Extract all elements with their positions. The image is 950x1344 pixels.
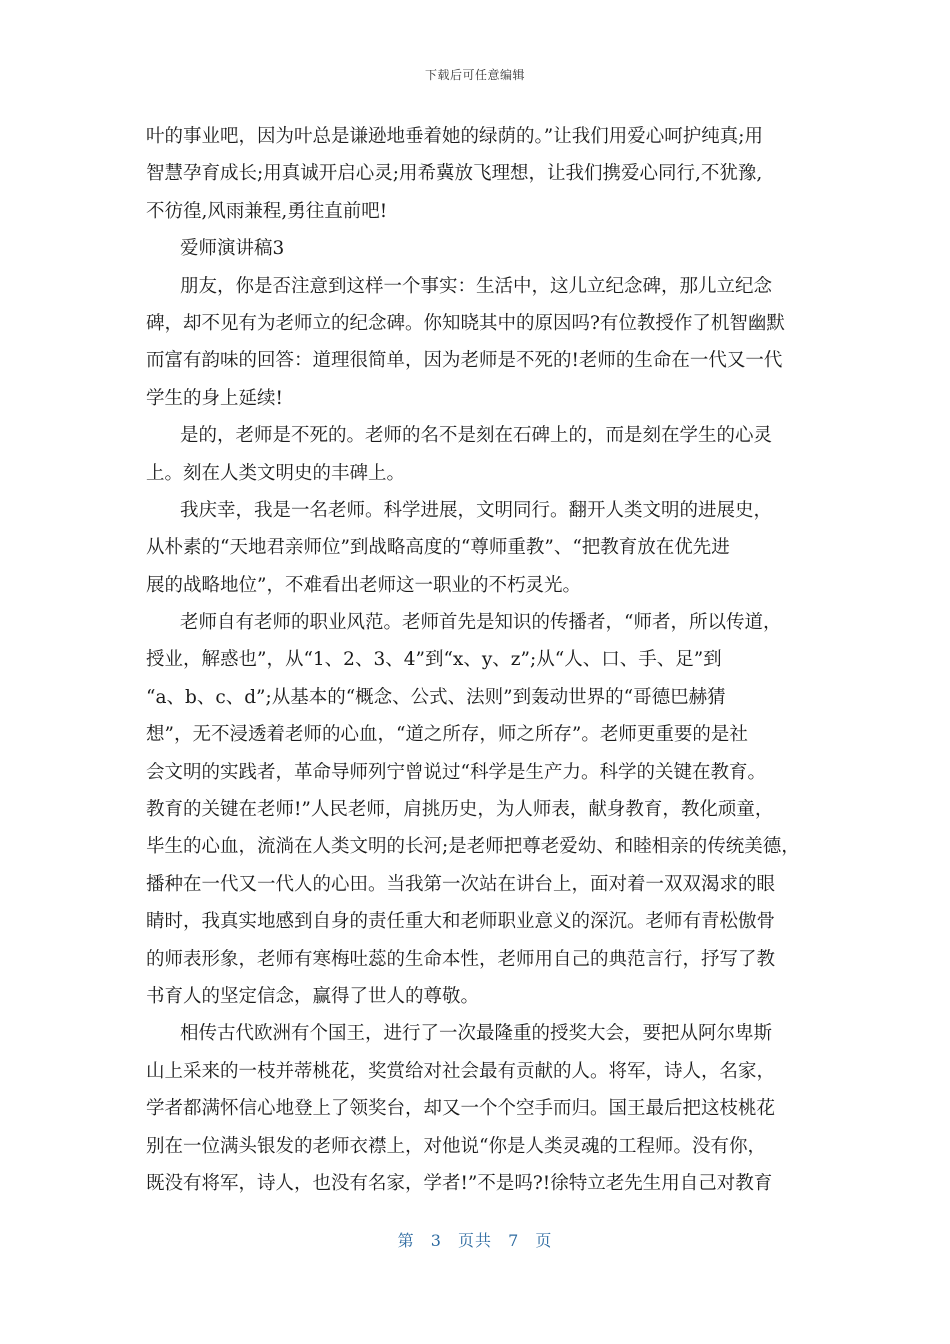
text-line: 碑，却不见有为老师立的纪念碑。你知晓其中的原因吗?有位教授作了机智幽默 [146,312,785,334]
text-line: 教育的关键在老师!”人民老师，肩挑历史，为人师表，献身教育，教化顽童， [146,799,774,821]
text-line: 会文明的实践者，革命导师列宁曾说过“科学是生产力。科学的关键在教育。 [146,761,766,783]
text-line: 爱师演讲稿3 [180,238,285,260]
text-line: 书育人的坚定信念，赢得了世人的尊敬。 [146,985,480,1007]
text-line: 而富有韵味的回答：道理很简单，因为老师是不死的!老师的生命在一代又一代 [146,350,783,372]
text-line: 朋友，你是否注意到这样一个事实：生活中，这儿立纪念碑，那儿立纪念 [180,275,773,297]
text-line: “a、b、c、d”;从基本的“概念、公式、法则”到轰动世界的“哥德巴赫猜 [146,686,726,708]
text-line: 想”，无不浸透着老师的心血，“道之所存，师之所存”。老师更重要的是社 [146,724,748,746]
text-line: 学生的身上延续! [146,387,283,409]
text-line: 我庆幸，我是一名老师。科学进展，文明同行。翻开人类文明的进展史， [180,499,773,521]
text-line: 从朴素的“天地君亲师位”到战略高度的“尊师重教”、“把教育放在优先进 [146,537,730,559]
text-line: 智慧孕育成长;用真诚开启心灵;用希冀放飞理想，让我们携爱心同行,不犹豫, [146,163,763,185]
document-body [146,118,814,1202]
text-line: 的师表形象，老师有寒梅吐蕊的生命本性，老师用自己的典范言行，抒写了教 [146,948,776,970]
text-line: 叶的事业吧，因为叶总是谦逊地垂着她的绿荫的。”让我们用爱心呵护纯真;用 [146,126,763,147]
text-line: 上。刻在人类文明史的丰碑上。 [146,462,406,484]
text-line: 山上采来的一枝并蒂桃花，奖赏给对社会最有贡献的人。将军，诗人，名家， [146,1060,776,1082]
text-line: 学者都满怀信心地登上了领奖台，却又一个个空手而归。国王最后把这枝桃花 [146,1098,776,1120]
text-line: 睛时，我真实地感到自身的责任重大和老师职业意义的深沉。老师有青松傲骨 [146,911,776,933]
text-line: 既没有将军，诗人，也没有名家，学者!”不是吗?!徐特立老先生用自己对教育 [146,1172,773,1194]
text-line: 是的，老师是不死的。老师的名不是刻在石碑上的，而是刻在学生的心灵 [180,425,773,447]
text-line: 老师自有老师的职业风范。老师首先是知识的传播者，“师者，所以传道， [180,612,782,634]
text-line: 展的战略地位”，不难看出老师这一职业的不朽灵光。 [146,574,581,596]
page-footer: 第 3 页共 7 页 [397,1231,553,1250]
page-header: 下载后可任意编辑 [424,68,525,82]
text-line: 授业，解惑也”，从“1、2、3、4”到“x、y、z”;从“人、口、手、足”到 [146,649,722,671]
text-line: 播种在一代又一代人的心田。当我第一次站在讲台上，面对着一双双渴求的眼 [146,873,776,895]
text-line: 相传古代欧洲有个国王，进行了一次最隆重的授奖大会，要把从阿尔卑斯 [180,1023,773,1045]
text-line: 别在一位满头银发的老师衣襟上，对他说“你是人类灵魂的工程师。没有你， [146,1135,766,1157]
text-line: 不彷徨,风雨兼程,勇往直前吧! [146,200,388,222]
text-line: 毕生的心血，流淌在人类文明的长河;是老师把尊老爱幼、和睦相亲的传统美德， [146,836,800,858]
